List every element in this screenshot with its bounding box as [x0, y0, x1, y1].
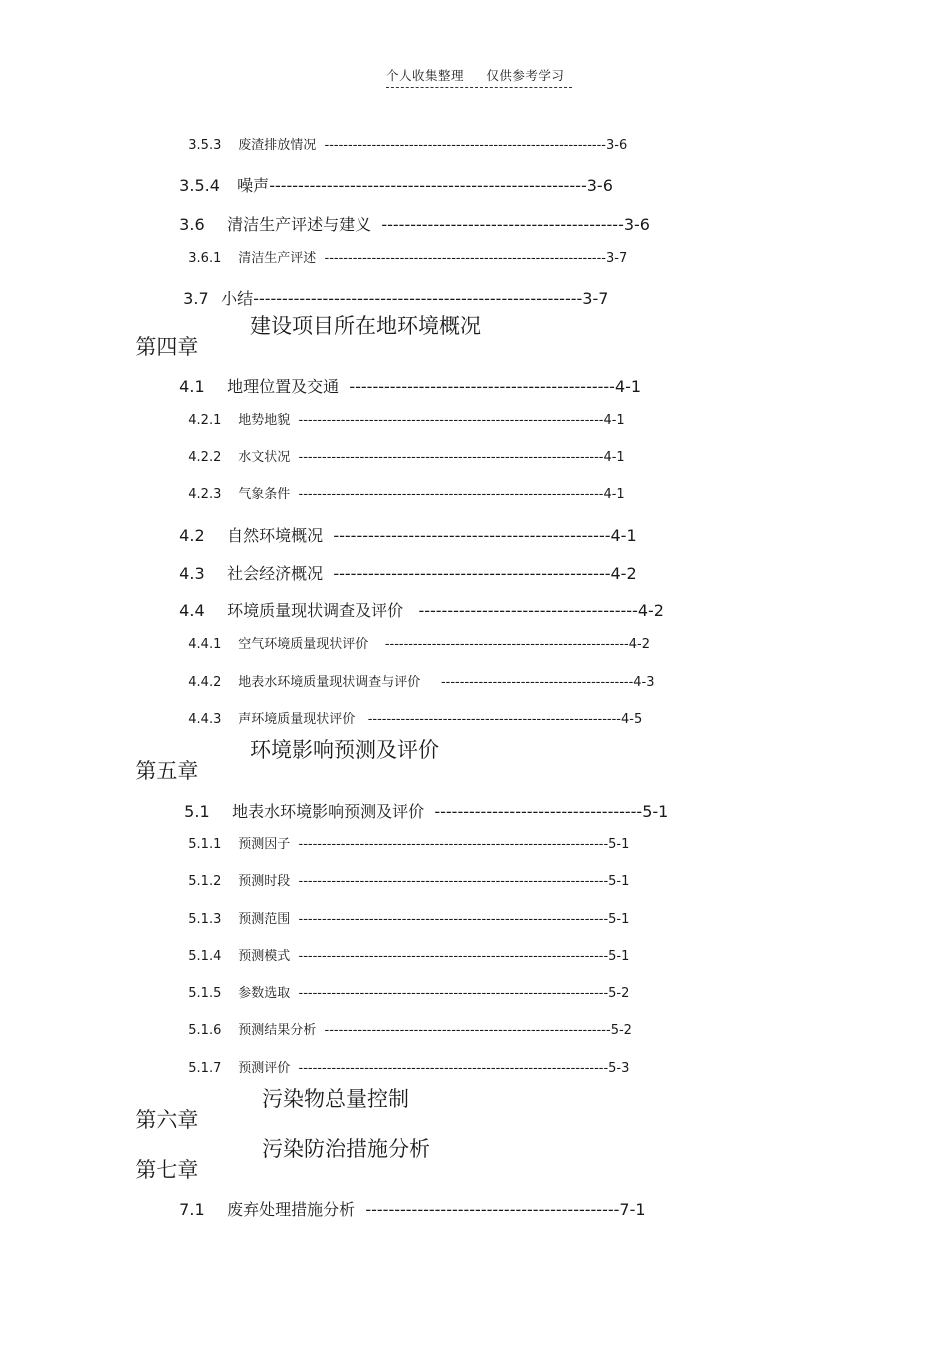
chapter-number: 第四章	[135, 335, 199, 359]
toc-page: 4-5	[621, 712, 643, 727]
toc-entry-4-2-3[interactable]	[180, 475, 625, 501]
toc-number: 3.5.4	[179, 176, 220, 195]
toc-page: 5-2	[610, 1023, 632, 1038]
toc-leader: ------------------------------------------------------------	[324, 251, 607, 266]
toc-title: 废弃处理措施分析	[227, 1200, 356, 1219]
toc-number: 5.1.3	[188, 912, 222, 927]
chapter-number: 第五章	[135, 759, 199, 783]
toc-entry-3-5-3[interactable]	[180, 126, 627, 152]
chapter-number: 第六章	[135, 1108, 199, 1132]
toc-leader: --------------------------------------------	[365, 1200, 620, 1219]
toc-title: 预测结果分析	[238, 1023, 317, 1038]
toc-page: 4-3	[633, 675, 655, 690]
toc-leader: -----------------------------------------	[440, 675, 634, 690]
toc-number: 4.4.1	[188, 637, 222, 652]
toc-page: 4-1	[603, 413, 625, 428]
toc-number: 3.7	[183, 289, 209, 308]
toc-page: 4-2	[610, 564, 637, 583]
toc-title: 气象条件	[238, 487, 291, 502]
toc-entry-5-1-7[interactable]	[180, 1049, 629, 1075]
toc-page: 4-1	[603, 450, 625, 465]
toc-number: 4.4.3	[188, 712, 222, 727]
toc-entry-5-1-1[interactable]	[180, 825, 629, 851]
toc-leader: ------------------------------------------------	[333, 564, 611, 583]
toc-page: 4-2	[637, 601, 664, 620]
toc-number: 4.3	[179, 564, 205, 583]
toc-number: 5.1	[184, 802, 210, 821]
toc-number: 3.6	[179, 215, 205, 234]
toc-title: 预测评价	[238, 1061, 291, 1076]
toc-leader: ------------------------------------------	[381, 215, 624, 234]
toc-title: 社会经济概况	[227, 564, 324, 583]
toc-title: 小结	[221, 289, 254, 308]
toc-title: 预测范围	[238, 912, 291, 927]
toc-number: 5.1.4	[188, 949, 222, 964]
toc-leader: ---------------------------------------------------------	[253, 289, 583, 308]
toc-leader: ------------------------------------------------	[333, 526, 611, 545]
toc-number: 5.1.2	[188, 874, 222, 889]
toc-page: 3-6	[623, 215, 650, 234]
toc-title: 清洁生产评述	[238, 251, 317, 266]
toc-title: 地势地貌	[238, 413, 291, 428]
toc-entry-4-4-2[interactable]	[180, 663, 655, 689]
toc-page: 5-3	[608, 1061, 630, 1076]
toc-title: 清洁生产评述与建义	[227, 215, 372, 234]
toc-leader: -----------------------------------------------------------------	[298, 413, 604, 428]
toc-title: 预测模式	[238, 949, 291, 964]
toc-leader: -----------------------------------------------------------------	[298, 487, 604, 502]
chapter-title: 污染防治措施分析	[262, 1137, 430, 1161]
toc-leader: ------------------------------------------------------	[367, 712, 621, 727]
toc-number: 5.1.5	[188, 986, 222, 1001]
toc-leader: ----------------------------------------------------	[384, 637, 629, 652]
toc-entry-4-1[interactable]	[169, 363, 641, 395]
toc-chapter-4[interactable]	[122, 314, 481, 359]
toc-leader: ------------------------------------------------------------------	[298, 874, 609, 889]
chapter-title: 环境影响预测及评价	[250, 738, 439, 762]
toc-entry-4-2[interactable]	[169, 512, 637, 544]
toc-leader: ------------------------------------------------------------------	[298, 949, 609, 964]
toc-title: 预测时段	[238, 874, 291, 889]
toc-leader: ------------------------------------------------------------	[324, 138, 607, 153]
toc-page: 3-6	[586, 176, 613, 195]
toc-leader: ----------------------------------------------	[349, 377, 615, 396]
toc-page: 5-1	[608, 949, 630, 964]
toc-number: 5.1.6	[188, 1023, 222, 1038]
toc-page: 5-1	[642, 802, 669, 821]
toc-entry-7-1[interactable]	[169, 1186, 646, 1218]
toc-leader: -------------------------------------------------------	[269, 176, 587, 195]
toc-title: 地表水环境影响预测及评价	[232, 802, 425, 821]
toc-title: 地理位置及交通	[227, 377, 340, 396]
toc-entry-4-3[interactable]	[169, 550, 637, 582]
toc-page: 3-7	[606, 251, 628, 266]
chapter-title: 污染物总量控制	[262, 1087, 409, 1111]
toc-entry-5-1[interactable]	[174, 788, 668, 820]
toc-number: 4.2.3	[188, 487, 222, 502]
toc-entry-3-5-4[interactable]	[169, 162, 613, 194]
toc-entry-4-4-1[interactable]	[180, 625, 650, 651]
toc-title: 噪声	[237, 176, 270, 195]
toc-page: 3-6	[606, 138, 628, 153]
toc-page: 4-2	[628, 637, 650, 652]
toc-entry-3-7[interactable]	[173, 275, 608, 307]
toc-title: 声环境质量现状评价	[238, 712, 356, 727]
toc-entry-4-2-2[interactable]	[180, 438, 625, 464]
toc-page: 5-1	[608, 912, 630, 927]
toc-title: 参数选取	[238, 986, 291, 1001]
toc-title: 地表水环境质量现状调查与评价	[238, 675, 421, 690]
toc-page: 5-2	[608, 986, 630, 1001]
toc-number: 4.4.2	[188, 675, 222, 690]
toc-number: 5.1.1	[188, 837, 222, 852]
toc-title: 水文状况	[238, 450, 291, 465]
toc-number: 3.6.1	[188, 251, 222, 266]
chapter-number: 第七章	[135, 1158, 199, 1182]
toc-title: 环境质量现状调查及评价	[227, 601, 404, 620]
toc-page: 4-1	[603, 487, 625, 502]
toc-page: 5-1	[608, 837, 630, 852]
toc-entry-5-1-4[interactable]	[180, 937, 629, 963]
toc-entry-4-4-3[interactable]	[180, 700, 642, 726]
toc-number: 4.2	[179, 526, 205, 545]
toc-entry-3-6[interactable]	[169, 201, 650, 233]
toc-title: 预测因子	[238, 837, 291, 852]
toc-number: 4.2.1	[188, 413, 222, 428]
toc-title: 自然环境概况	[227, 526, 324, 545]
toc-leader: ------------------------------------------------------------------	[298, 912, 609, 927]
toc-page: 7-1	[619, 1200, 646, 1219]
toc-leader: -------------------------------------------------------------	[324, 1023, 611, 1038]
toc-page: 4-1	[610, 526, 637, 545]
toc-entry-4-2-1[interactable]	[180, 401, 625, 427]
toc-page: 4-1	[614, 377, 642, 396]
toc-chapter-7[interactable]	[122, 1137, 430, 1182]
toc-page: 5-1	[608, 874, 630, 889]
toc-page: 3-7	[582, 289, 609, 308]
toc-entry-5-1-6[interactable]	[180, 1011, 632, 1037]
toc-number: 4.4	[179, 601, 205, 620]
toc-leader: ------------------------------------------------------------------	[298, 1061, 609, 1076]
toc-entry-3-6-1[interactable]	[180, 239, 627, 265]
toc-title: 空气环境质量现状评价	[238, 637, 369, 652]
toc-chapter-6[interactable]	[122, 1087, 409, 1132]
page-header: 个人收集整理 仅供参考学习	[386, 66, 572, 88]
toc-number: 5.1.7	[188, 1061, 222, 1076]
toc-number: 4.2.2	[188, 450, 222, 465]
toc-number: 7.1	[179, 1200, 205, 1219]
toc-title: 废渣排放情况	[238, 138, 317, 153]
toc-leader: --------------------------------------	[418, 601, 638, 620]
toc-leader: -----------------------------------------------------------------	[298, 450, 604, 465]
chapter-title: 建设项目所在地环境概况	[250, 314, 481, 338]
toc-leader: ------------------------------------------------------------------	[298, 837, 609, 852]
toc-leader: ------------------------------------	[434, 802, 643, 821]
toc-entry-5-1-2[interactable]	[180, 862, 629, 888]
toc-number: 3.5.3	[188, 138, 222, 153]
toc-chapter-5[interactable]	[122, 738, 439, 783]
toc-entry-5-1-5[interactable]	[180, 974, 629, 1000]
toc-entry-4-4[interactable]	[169, 587, 664, 619]
toc-leader: ------------------------------------------------------------------	[298, 986, 609, 1001]
toc-entry-5-1-3[interactable]	[180, 900, 629, 926]
toc-number: 4.1	[179, 377, 205, 396]
